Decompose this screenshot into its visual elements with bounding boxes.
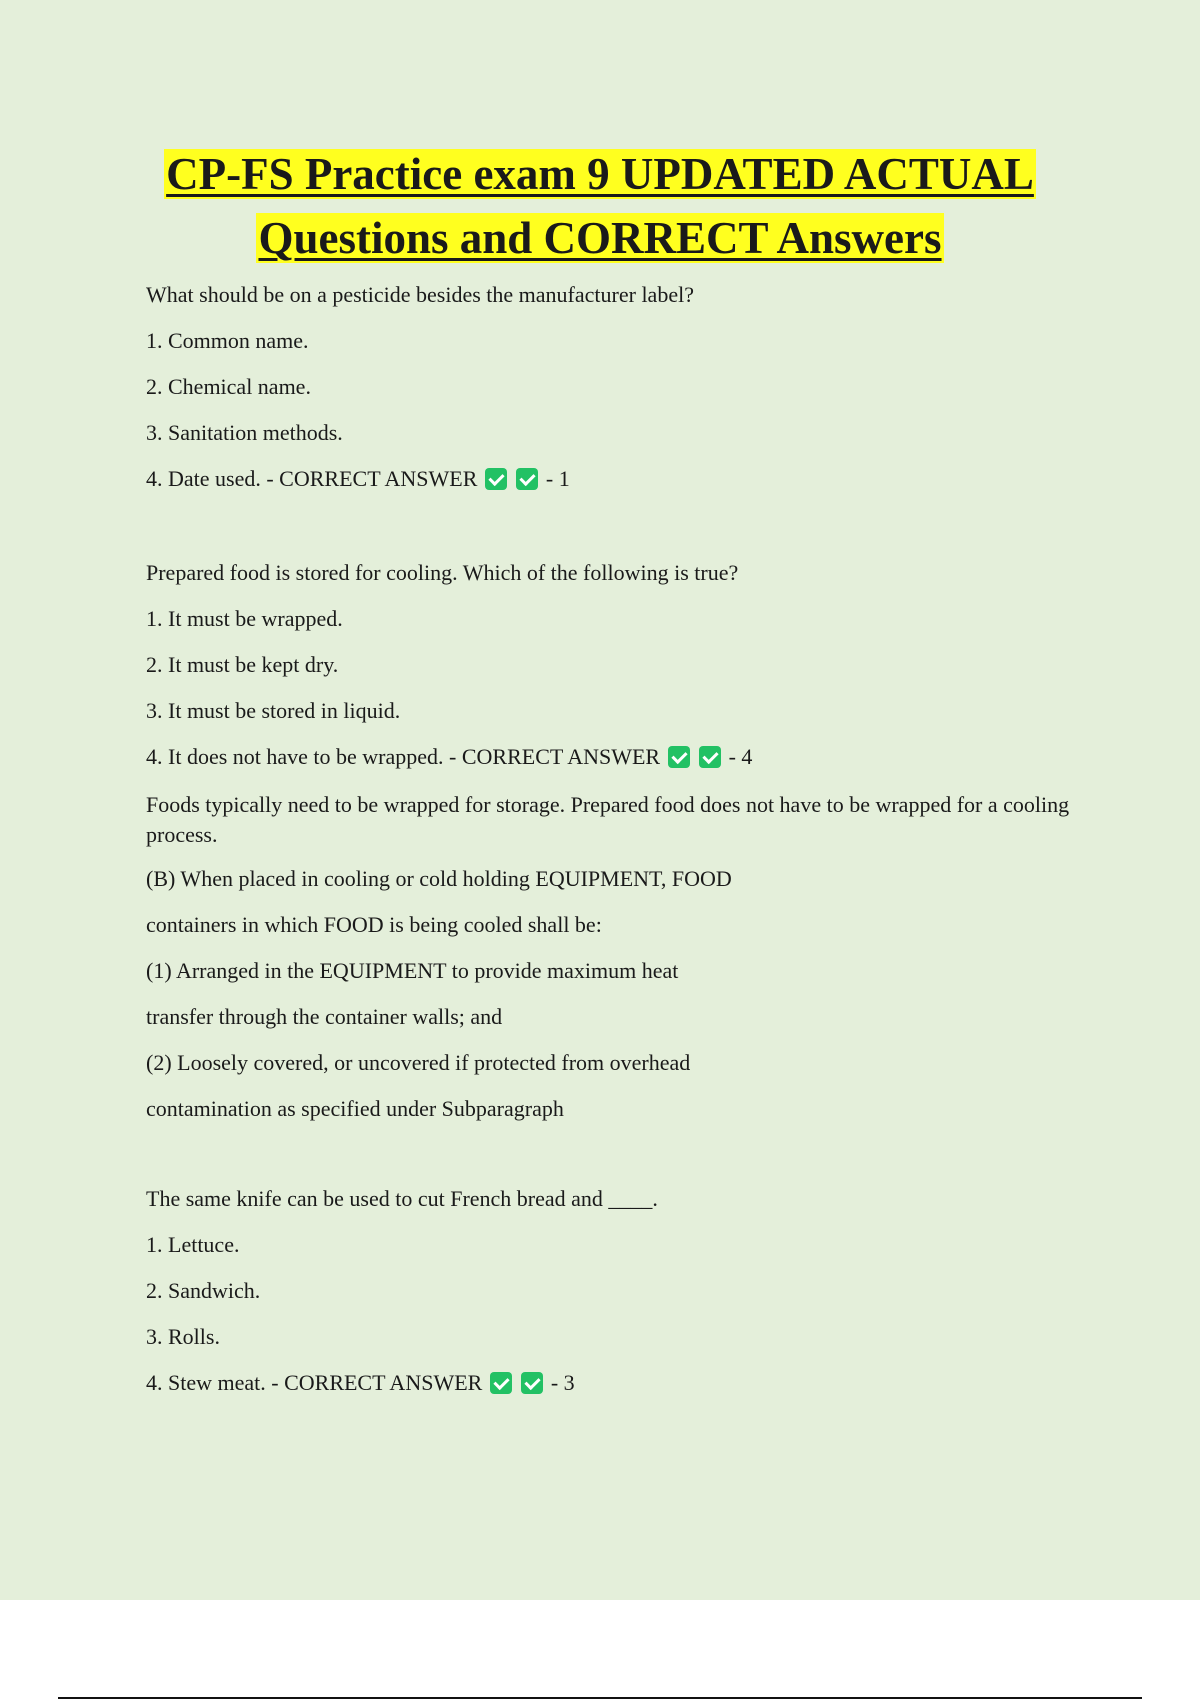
question-2-text: Prepared food is stored for cooling. Which of the following is true? bbox=[146, 560, 739, 585]
question-3-option-4: 4. Stew meat. - CORRECT ANSWER bbox=[146, 1370, 483, 1395]
code-excerpt-line-3: (1) Arranged in the EQUIPMENT to provide maximum heat bbox=[146, 958, 679, 983]
section-gap bbox=[146, 512, 1086, 560]
check-icon bbox=[521, 1372, 543, 1394]
question-2-answer-line bbox=[146, 744, 1086, 770]
check-icon bbox=[485, 468, 507, 490]
question-1-option-2: 2. Chemical name. bbox=[146, 374, 311, 399]
code-excerpt-line-6: contamination as specified under Subparagraph bbox=[146, 1096, 564, 1121]
question-1-option-1: 1. Common name. bbox=[146, 328, 309, 353]
title-line-1: CP-FS Practice exam 9 UPDATED ACTUAL bbox=[166, 149, 1034, 199]
question-1-text: What should be on a pesticide besides the manufacturer label? bbox=[146, 282, 694, 307]
question-2-answer: - 4 bbox=[728, 744, 753, 769]
check-icon bbox=[699, 746, 721, 768]
check-icon bbox=[668, 746, 690, 768]
question-1-option-3: 3. Sanitation methods. bbox=[146, 420, 343, 445]
question-3-option-3: 3. Rolls. bbox=[146, 1324, 220, 1349]
question-2-explanation: Foods typically need to be wrapped for storage. Prepared food does not have to be wrapped for a cooling process. bbox=[146, 792, 1075, 847]
code-excerpt-line-4: transfer through the container walls; and bbox=[146, 1004, 503, 1029]
question-1-answer-line bbox=[146, 466, 1086, 492]
code-excerpt-line-1: (B) When placed in cooling or cold holding EQUIPMENT, FOOD bbox=[146, 866, 732, 891]
question-1-answer: - 1 bbox=[545, 466, 570, 491]
question-1-option-4: 4. Date used. - CORRECT ANSWER bbox=[146, 466, 478, 491]
check-icon bbox=[516, 468, 538, 490]
title-line-2: Questions and CORRECT Answers bbox=[258, 213, 942, 263]
question-2-option-2: 2. It must be kept dry. bbox=[146, 652, 339, 677]
question-2-option-3: 3. It must be stored in liquid. bbox=[146, 698, 401, 723]
check-icon bbox=[490, 1372, 512, 1394]
section-gap bbox=[146, 1142, 1086, 1186]
question-2-option-4: 4. It does not have to be wrapped. - CORRECT ANSWER bbox=[146, 744, 661, 769]
question-3-option-1: 1. Lettuce. bbox=[146, 1232, 240, 1257]
code-excerpt-line-2: containers in which FOOD is being cooled shall be: bbox=[146, 912, 602, 937]
document-body bbox=[146, 282, 1086, 1416]
question-3-answer-line bbox=[146, 1370, 1086, 1396]
question-3-text: The same knife can be used to cut French bread and ____. bbox=[146, 1186, 658, 1211]
document-title bbox=[0, 142, 1200, 270]
question-3-answer: - 3 bbox=[550, 1370, 575, 1395]
question-2-option-1: 1. It must be wrapped. bbox=[146, 606, 343, 631]
question-3-option-2: 2. Sandwich. bbox=[146, 1278, 261, 1303]
footer-divider bbox=[58, 1697, 1142, 1699]
code-excerpt-line-5: (2) Loosely covered, or uncovered if protected from overhead bbox=[146, 1050, 691, 1075]
